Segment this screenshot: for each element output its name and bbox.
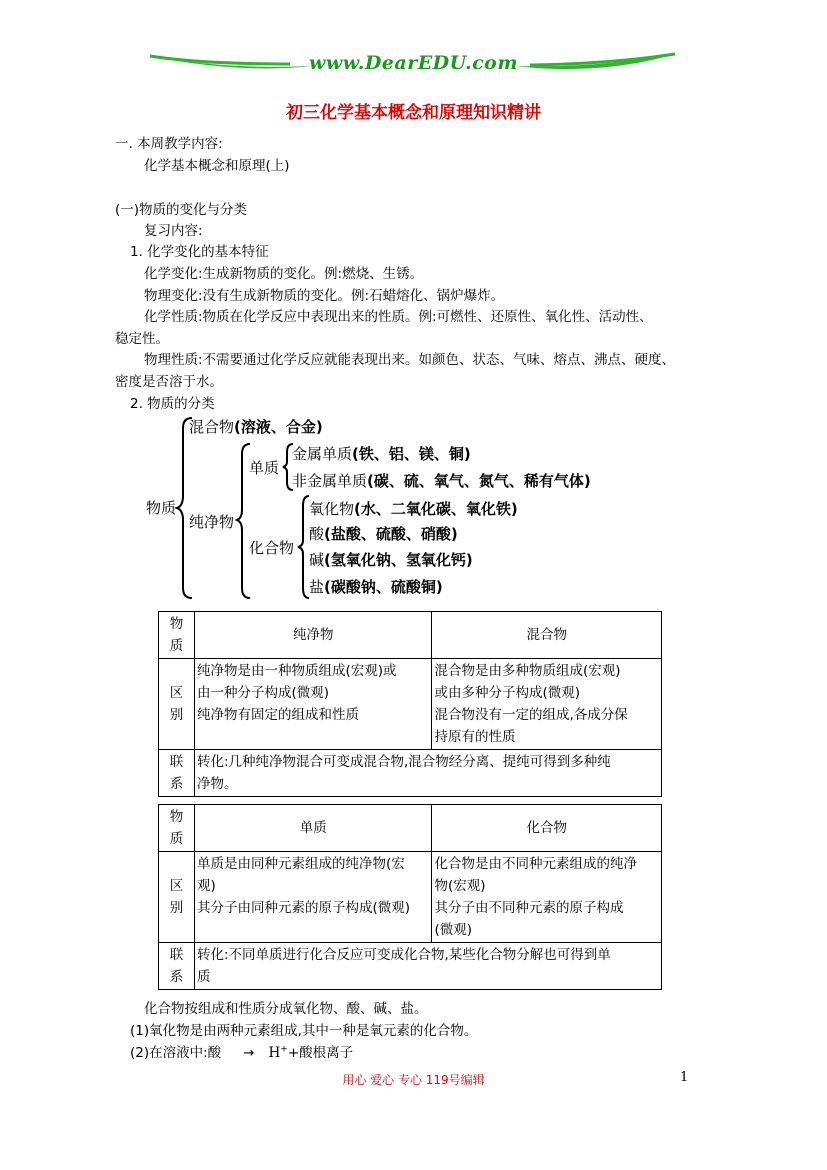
row-label-relation: 联 系 (159, 750, 195, 797)
tree-element-label: 单质 (249, 459, 280, 477)
relation-cell: 转化:不同单质进行化合反应可变成化合物,某些化合物分解也可得到单 质 (194, 943, 661, 990)
phys-prop-text-cont: 密度是否溶于水。 (115, 374, 223, 390)
after-line-3: (2)在溶液中:酸 → H++酸根离子 (130, 1044, 354, 1061)
arrow-icon: → (243, 1045, 255, 1061)
phys-change-text: 物理变化:没有生成新物质的变化。例:石蜡熔化、锅炉爆炸。 (144, 288, 505, 304)
intro-line-2: 化学基本概念和原理(上) (144, 158, 290, 174)
table-header-pure: 纯净物 (194, 612, 432, 659)
page-number: 1 (680, 1070, 689, 1085)
item-1-heading: 1. 化学变化的基本特征 (130, 244, 269, 260)
page-title: 初三化学基本概念和原理知识精讲 (286, 103, 541, 123)
tree-oxide: 氧化物(水、二氧化碳、氧化铁) (309, 500, 518, 518)
compound-difference-cell: 化合物是由不同种元素组成的纯净 物(宏观) 其分子由不同种元素的原子构成 (微观) (432, 852, 662, 943)
tree-acid: 酸(盐酸、硫酸、硝酸) (309, 525, 458, 543)
comparison-table-element-compound (158, 804, 662, 990)
tree-compound-label: 化合物 (249, 539, 295, 557)
table-header-substance: 物 质 (159, 805, 195, 852)
element-difference-cell: 单质是由同种元素组成的纯净物(宏 观) 其分子由同种元素的原子构成(微观) (194, 852, 432, 943)
tree-mixture: 混合物(溶液、合金) (189, 418, 323, 436)
review-label: 复习内容: (144, 223, 203, 239)
tree-root-label: 物质 (146, 499, 177, 517)
pure-difference-cell: 纯净物是由一种物质组成(宏观)或 由一种分子构成(微观) 纯净物有固定的组成和性质 (194, 659, 432, 750)
row-label-difference: 区 别 (159, 852, 195, 943)
item-2-heading: 2. 物质的分类 (130, 396, 215, 412)
row-label-relation: 联 系 (159, 943, 195, 990)
site-logo-text: www.DearEDU.com (309, 52, 518, 74)
table-header-mixture: 混合物 (432, 612, 662, 659)
after-line-2: (1)氧化物是由两种元素组成,其中一种是氧元素的化合物。 (130, 1023, 478, 1039)
after-line-1: 化合物按组成和性质分成氧化物、酸、碱、盐。 (144, 1001, 428, 1017)
section-heading: (一)物质的变化与分类 (115, 202, 248, 218)
chem-change-text: 化学变化:生成新物质的变化。例:燃烧、生锈。 (144, 266, 424, 282)
tree-base: 碱(氢氧化钠、氢氧化钙) (309, 551, 473, 569)
table-header-compound: 化合物 (432, 805, 662, 852)
chem-prop-text: 化学性质:物质在化学反应中表现出来的性质。例:可燃性、还原性、氧化性、活动性、 (144, 309, 653, 325)
phys-prop-text: 物理性质:不需要通过化学反应就能表现出来。如颜色、状态、气味、熔点、沸点、硬度、 (144, 352, 676, 368)
table-header-element: 单质 (194, 805, 432, 852)
tree-salt: 盐(碳酸钠、硫酸铜) (309, 578, 443, 596)
table-header-substance: 物 质 (159, 612, 195, 659)
comparison-table-pure-mixture (158, 611, 662, 797)
row-label-difference: 区 别 (159, 659, 195, 750)
chem-prop-text-cont: 稳定性。 (115, 331, 169, 347)
relation-cell: 转化:几种纯净物混合可变成混合物,混合物经分离、提纯可得到多种纯 净物。 (194, 750, 661, 797)
intro-line-1: 一. 本周教学内容: (115, 136, 223, 152)
tree-pure-label: 纯净物 (189, 513, 235, 531)
footer-text: 用心 爱心 专心 119号编辑 (342, 1073, 485, 1087)
tree-nonmetal: 非金属单质(碳、硫、氧气、氮气、稀有气体) (292, 472, 591, 490)
mixture-difference-cell: 混合物是由多种物质组成(宏观) 或由多种分子构成(微观) 混合物没有一定的组成,各成分保 持原有的性质 (432, 659, 662, 750)
tree-metal: 金属单质(铁、铝、镁、铜) (292, 445, 471, 463)
